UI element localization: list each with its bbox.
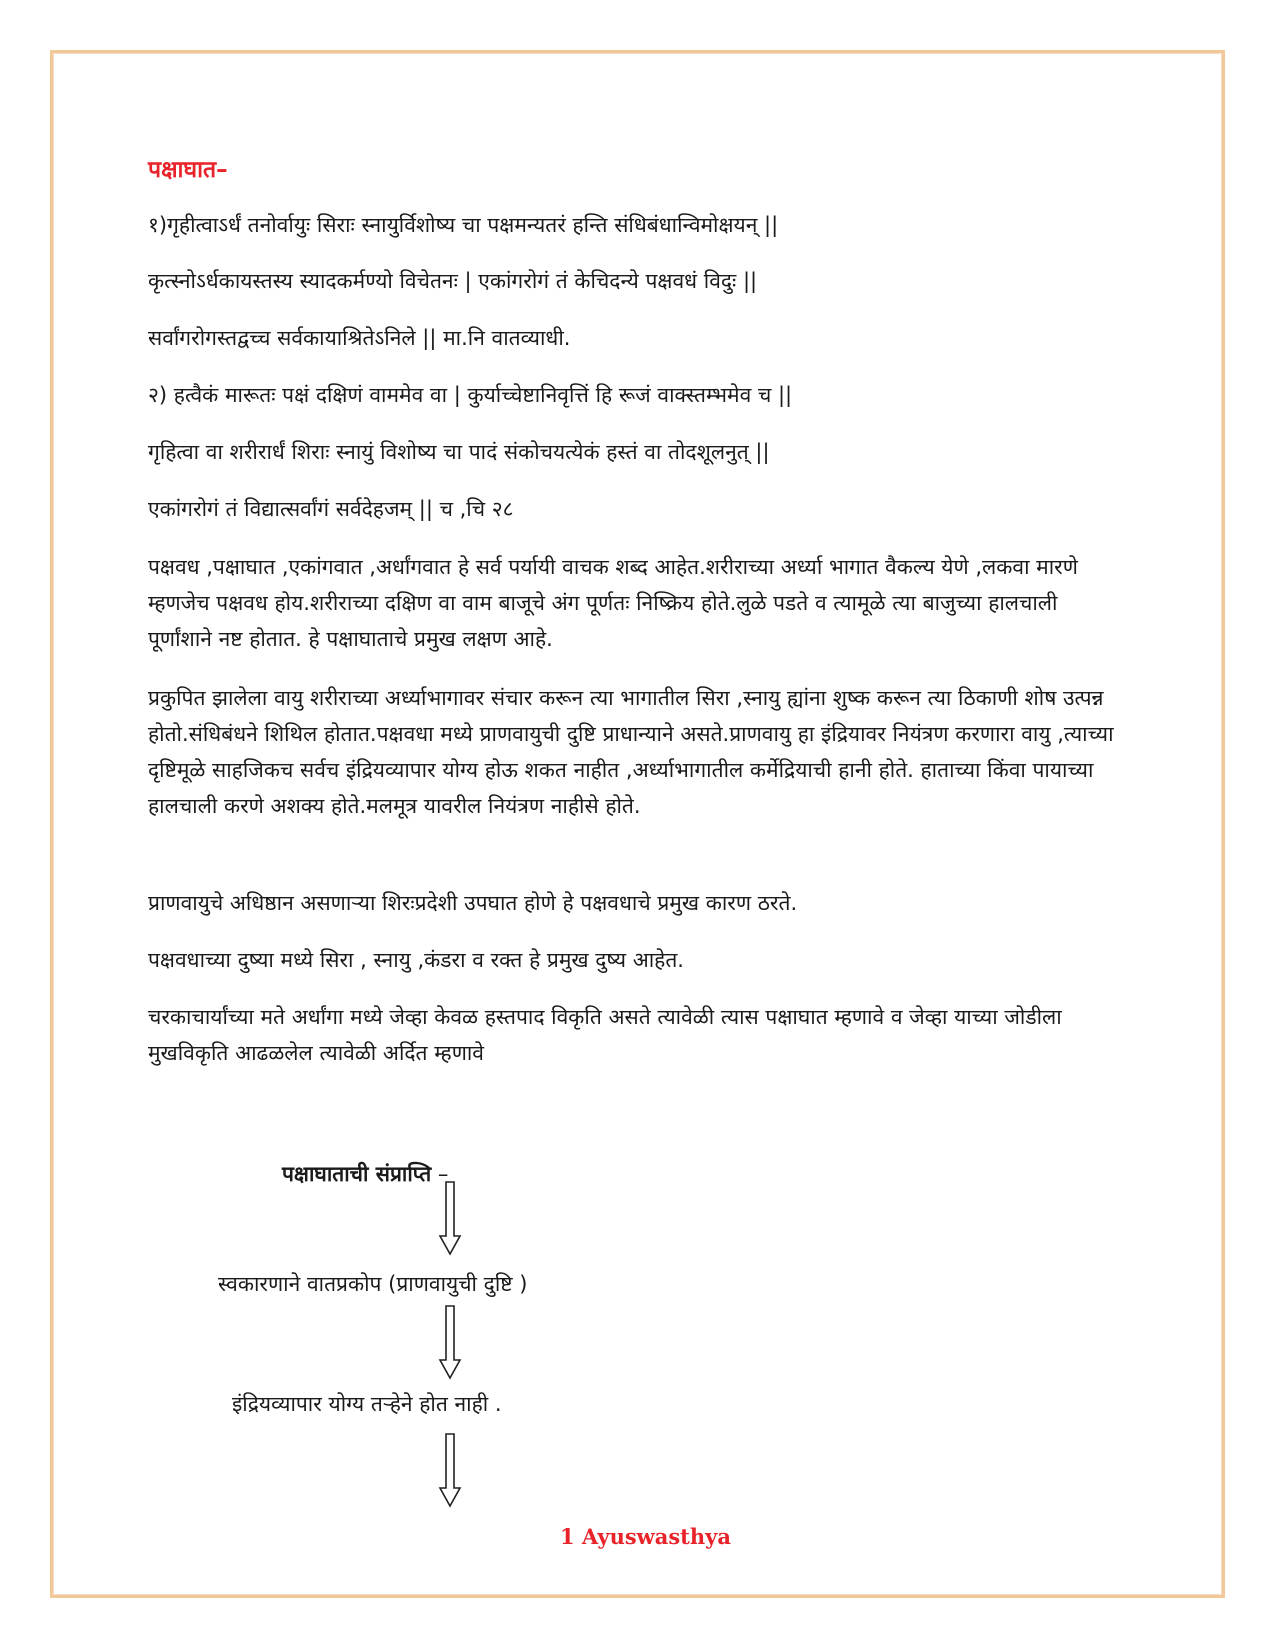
samprapti-title-text: पक्षाघाताची संप्राप्ति	[282, 1162, 432, 1186]
paragraph-3: प्राणवायुचे अधिष्ठान असणाऱ्या शिरःप्रदेशी उपघात होणे हे पक्षवधाचे प्रमुख कारण ठरते.	[148, 891, 798, 915]
verse-line-3: सर्वांगरोगस्तद्वच्च सर्वकायाश्रितेऽनिले || मा.नि वातव्याधी.	[148, 326, 571, 350]
verse-line-4: २) हत्वैकं मारूतः पक्षं दक्षिणं वाममेव वा | कुर्याच्चेष्टानिवृत्तिं हि रूजं वाक्स्तम्भमेव च ||	[148, 383, 793, 407]
page-footer: 1 Ayuswasthya	[560, 1524, 731, 1549]
paragraph-5: चरकाचार्यांच्या मते अर्धांगा मध्ये जेव्हा केवळ हस्तपाद विकृति असते त्यावेळी त्यास पक्षाघात म्हणावे व जेव्हा याच्या जोडीला मुखविकृति आढळलेल त्यावेळी अर्दित म्हणावे	[148, 1005, 1062, 1065]
down-arrow-icon	[438, 1304, 462, 1380]
paragraph-1: पक्षवध ,पक्षाघात ,एकांगवात ,अर्धांगवात हे सर्व पर्यायी वाचक शब्द आहेत.शरीराच्या अर्ध्या भागात वैकल्य येणे ,लकवा मारणे म्हणजेच पक्षवध होय.शरीराच्या दक्षिण वा वाम बाजूचे अंग पूर्णतः निष्क्रिय होते.लुळे पडते व त्यामूळे त्या बाजुच्या हालचाली पूर्णांशाने नष्ट होतात. हे पक्षाघाताचे प्रमुख लक्षण आहे.	[148, 555, 1078, 651]
verse-line-2: कृत्स्नोऽर्धकायस्तस्य स्यादकर्मण्यो विचेतनः | एकांगरोगं तं केचिदन्ये पक्षवधं विदुः ||	[148, 269, 758, 293]
samprapti-step-2: इंद्रियव्यापार योग्य तऱ्हेने होत नाही .	[232, 1392, 502, 1416]
samprapti-title-dash: –	[431, 1162, 449, 1186]
verse-line-1: १)गृहीत्वाऽर्धं तनोर्वायुः सिराः स्नायुर्विशोष्य चा पक्षमन्यतरं हन्ति संधिबंधान्विमोक्षयन् ||	[148, 213, 779, 237]
down-arrow-icon	[438, 1180, 462, 1256]
paragraph-4: पक्षवधाच्या दुष्या मध्ये सिरा , स्नायु ,कंडरा व रक्त हे प्रमुख दुष्य आहेत.	[148, 948, 684, 972]
verse-line-5: गृहित्वा वा शरीरार्धं शिराः स्नायुं विशोष्य चा पादं संकोचयत्येकं हस्तं वा तोदशूलनुत् ||	[148, 440, 770, 464]
down-arrow-icon	[438, 1432, 462, 1508]
samprapti-step-1: स्वकारणाने वातप्रकोप (प्राणवायुची दुष्टि )	[218, 1272, 528, 1296]
samprapti-title	[282, 1160, 448, 1188]
page-heading: पक्षाघात–	[148, 157, 228, 183]
verse-line-6: एकांगरोगं तं विद्यात्सर्वांगं सर्वदेहजम् || च ,चि २८	[148, 497, 514, 521]
paragraph-2: प्रकुपित झालेला वायु शरीराच्या अर्ध्याभागावर संचार करून त्या भागातील सिरा ,स्नायु ह्यांना शुष्क करून त्या ठिकाणी शोष उत्पन्न होतो.संधिबंधने शिथिल होतात.पक्षवधा मध्ये प्राणवायुची दुष्टि प्राधान्याने असते.प्राणवायु हा इंद्रियावर नियंत्रण करणारा वायु ,त्याच्या दृष्टिमूळे साहजिकच सर्वच इंद्रियव्यापार योग्य होऊ शकत नाहीत ,अर्ध्याभागातील कर्मेद्रियाची हानी होते. हाताच्या किंवा पायाच्या हालचाली करणे अशक्य होते.मलमूत्र यावरील नियंत्रण नाहीसे होते.	[148, 686, 1114, 818]
